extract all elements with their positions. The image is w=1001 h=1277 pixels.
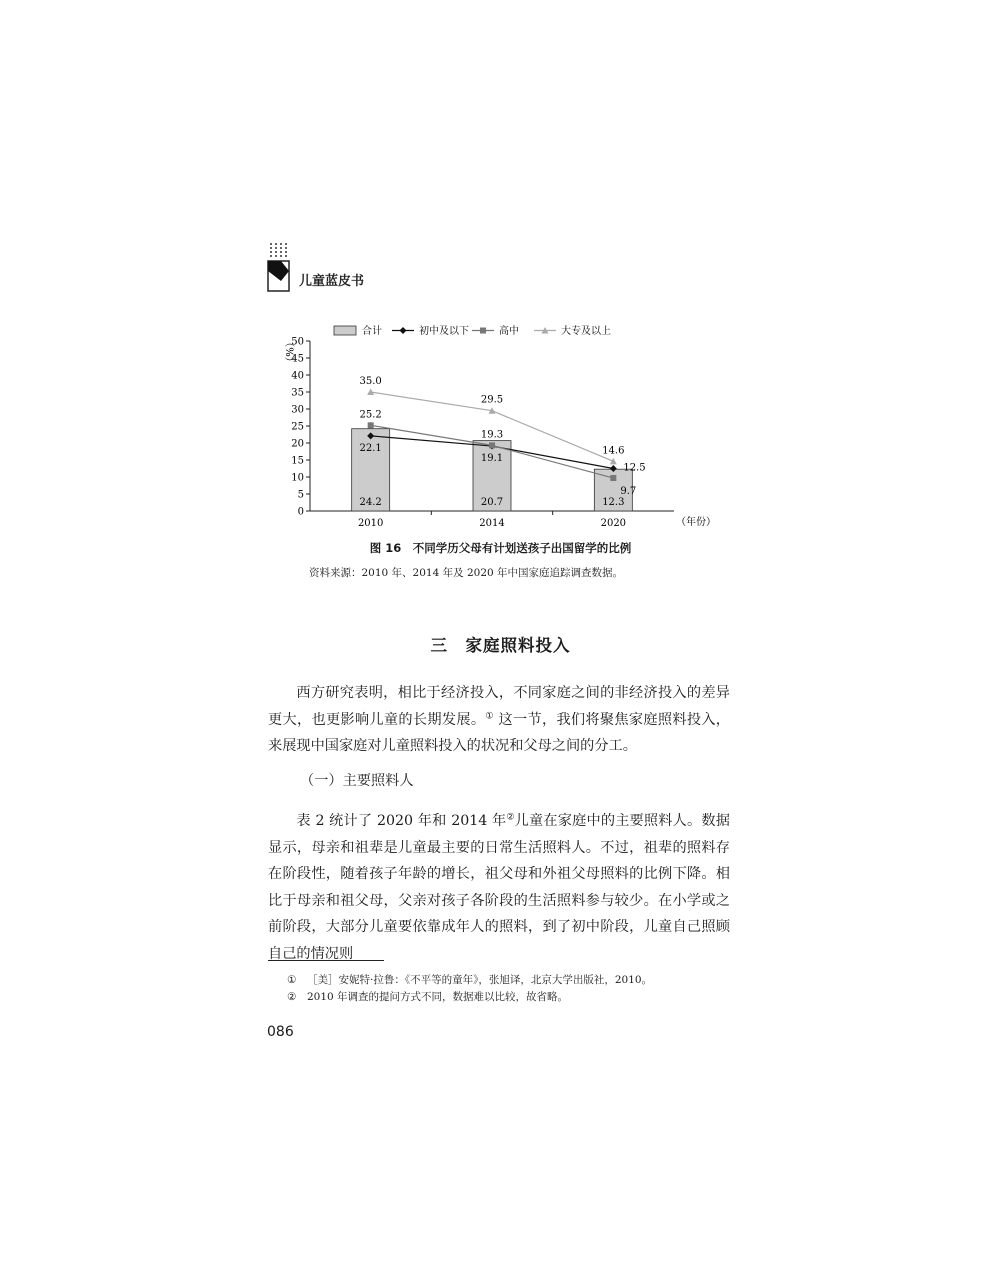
legend-item-高中 — [472, 324, 519, 337]
footnote-text: 2010 年调查的提问方式不同，数据难以比较，故省略。 — [307, 991, 569, 1003]
series-point — [610, 475, 616, 481]
series-value-label: 22.1 — [359, 442, 382, 454]
series-point — [489, 442, 495, 448]
footnote-divider — [268, 960, 384, 961]
legend-item-初中及以下 — [392, 324, 469, 337]
y-tick-label: 40 — [291, 370, 304, 382]
y-tick-label: 50 — [291, 336, 304, 348]
x-tick-label: 2020 — [600, 518, 627, 529]
footnote-ref-2[interactable]: ② — [506, 812, 515, 823]
legend-label: 合计 — [362, 326, 382, 337]
y-tick-label: 30 — [291, 404, 304, 416]
series-value-label: 19.3 — [480, 429, 504, 441]
y-tick-label: 0 — [297, 506, 304, 518]
para2-text-a: 表 2 统计了 2020 年和 2014 年 — [296, 813, 507, 829]
series-point — [368, 422, 374, 428]
bar-value-label: 20.7 — [480, 497, 504, 508]
bar-value-label: 12.3 — [602, 497, 625, 508]
legend-swatch — [334, 326, 356, 335]
y-tick-label: 25 — [291, 421, 304, 433]
series-value-label: 35.0 — [359, 376, 382, 387]
series-value-label: 12.5 — [623, 462, 646, 474]
footnote-mark: ① — [287, 974, 297, 986]
legend-label: 初中及以下 — [419, 326, 469, 337]
section-heading: 三 家庭照料投入 — [430, 636, 571, 655]
legend-item-total — [334, 324, 382, 337]
y-tick-label: 5 — [297, 489, 304, 501]
footnote-2 — [287, 989, 652, 1006]
x-axis — [310, 511, 674, 529]
body-paragraph-2 — [268, 808, 730, 967]
series-point — [610, 458, 617, 465]
legend-swatch-marker — [400, 327, 407, 334]
running-header-title: 儿童蓝皮书 — [299, 274, 365, 289]
y-tick-label: 10 — [291, 472, 304, 484]
series-value-label: 9.7 — [620, 486, 637, 498]
series-value-label: 19.1 — [480, 453, 504, 465]
legend-swatch-marker — [480, 328, 486, 334]
x-axis-label: （年份） — [676, 517, 716, 528]
legend-label: 高中 — [499, 326, 519, 337]
footnote-mark: ② — [287, 991, 297, 1003]
page-number: 086 — [267, 1024, 294, 1040]
figure-caption: 图 16 不同学历父母有计划送孩子出国留学的比例 — [369, 541, 632, 555]
subsection-heading: （一）主要照料人 — [300, 773, 414, 789]
para1-text-b: 这一节，我们将聚焦家庭照料投入，来展现中国家庭对儿童照料投入的状况和父母之间的分工。 — [268, 711, 730, 754]
legend-label: 大专及以上 — [561, 326, 611, 337]
bar-value-label: 24.2 — [359, 497, 382, 508]
figure-source-note: 资料来源：2010 年、2014 年及 2020 年中国家庭追踪调查数据。 — [309, 567, 624, 579]
chart-legend — [334, 324, 611, 337]
y-tick-label: 45 — [291, 353, 304, 365]
series-point — [367, 389, 374, 396]
y-tick-label: 15 — [291, 455, 304, 467]
book-logo-icon — [267, 241, 293, 293]
body-paragraph-1 — [268, 680, 730, 760]
y-axis-label: （%） — [283, 337, 294, 367]
x-tick-label: 2014 — [479, 518, 505, 529]
footnote-ref-1[interactable]: ① — [485, 710, 494, 721]
series-value-label: 25.2 — [359, 409, 382, 421]
series-value-label: 29.5 — [480, 394, 504, 406]
series-value-label: 14.6 — [602, 445, 625, 457]
study-abroad-chart — [262, 318, 732, 536]
y-tick-label: 35 — [291, 387, 304, 399]
para1-text-a: 西方研究表明，相比于经济投入，不同家庭之间的非经济投入的差异更大，也更影响儿童的长期发展。 — [268, 685, 730, 728]
footnote-text: ［美］安妮特·拉鲁：《不平等的童年》，张旭译，北京大学出版社，2010。 — [307, 974, 653, 986]
legend-item-大专及以上 — [534, 324, 611, 337]
footnotes — [287, 972, 652, 1006]
x-tick-label: 2010 — [357, 518, 384, 529]
para2-text-b: 儿童在家庭中的主要照料人。数据显示，母亲和祖辈是儿童最主要的日常生活照料人。不过，祖辈的照料存在阶段性，随着孩子年龄的增长，祖父母和外祖父母照料的比例下降。相比于母亲和祖父母，父亲对孩子各阶段的生活照料参与较少。在小学或之前阶段，大部分儿童要依靠成年人的照料，到了初中阶段，儿童自己照顾自己的情况则 — [268, 813, 730, 962]
footnote-1 — [287, 972, 652, 989]
y-axis — [291, 337, 310, 518]
y-tick-label: 20 — [291, 438, 304, 450]
bar-series-total — [352, 429, 633, 511]
